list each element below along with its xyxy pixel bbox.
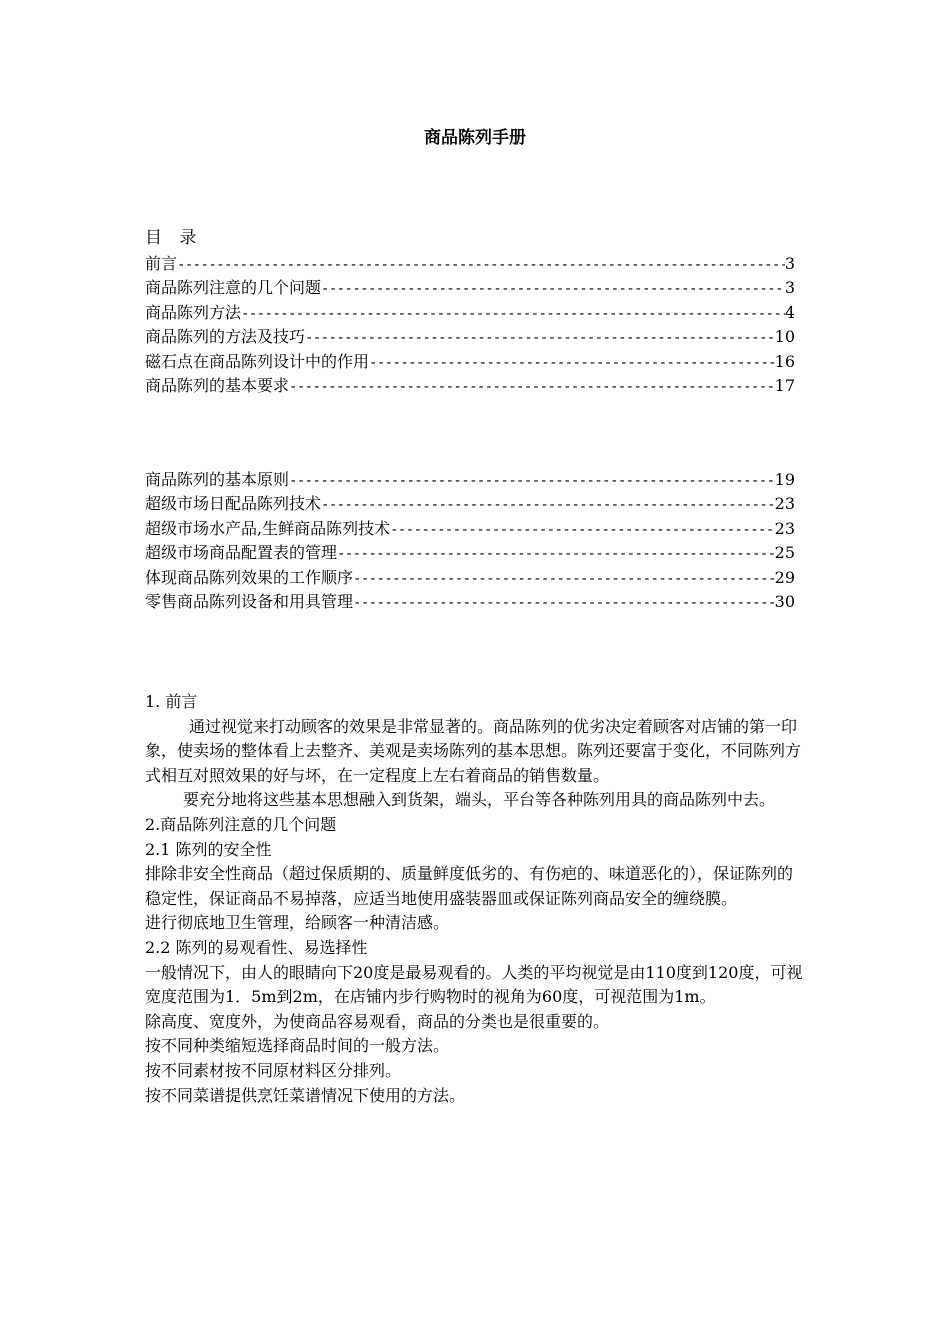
toc-entry-label: 商品陈列方法 <box>145 302 242 322</box>
toc-entry-page: 17 <box>774 375 795 395</box>
toc-entry-label: 体现商品陈列效果的工作顺序 <box>145 567 354 587</box>
toc-entry-page: 19 <box>774 470 795 489</box>
toc-entry[interactable] <box>145 252 795 276</box>
toc-entry-page: 29 <box>774 567 795 587</box>
toc-entry-page: 25 <box>774 543 795 563</box>
toc-entry-label: 商品陈列的方法及技巧 <box>145 327 306 347</box>
document-body <box>145 690 805 1108</box>
toc-entry-label: 前言 <box>145 254 178 273</box>
toc-leader <box>353 567 775 590</box>
toc-leader <box>177 253 785 276</box>
section-heading: 2.商品陈列注意的几个问题 <box>145 814 337 834</box>
toc-entry-page: 23 <box>774 494 795 514</box>
section-heading: 1. 前言 <box>145 692 198 711</box>
body-paragraph: 按不同种类缩短选择商品时间的一般方法。 <box>145 1036 450 1056</box>
toc-entry-label: 超级市场日配品陈列技术 <box>145 494 322 514</box>
body-paragraph: 除高度、宽度外，为使商品容易观看，商品的分类也是很重要的。 <box>145 1011 610 1031</box>
subsection-heading: 2.1 陈列的安全性 <box>145 839 272 859</box>
toc-entry[interactable] <box>145 350 795 374</box>
toc-entry-page: 4 <box>784 302 795 322</box>
toc-entry-label: 超级市场商品配置表的管理 <box>145 543 338 563</box>
toc-entry-page: 16 <box>774 351 795 371</box>
body-paragraph: 排除非安全性商品（超过保质期的、质量鲜度低劣的、有伤疤的、味道恶化的），保证陈列的稳定性，保证商品不易掉落，应适当地使用盛装器皿或保证陈列商品安全的缠绕膜。 <box>145 864 794 908</box>
toc-entry-label: 商品陈列的基本要求 <box>145 375 290 395</box>
toc-entry-label: 商品陈列注意的几个问题 <box>145 278 322 298</box>
toc-entry[interactable] <box>145 517 795 541</box>
toc-entry[interactable] <box>145 590 795 614</box>
toc-leader <box>305 326 775 349</box>
toc-entry-label: 零售商品陈列设备和用具管理 <box>145 591 354 611</box>
toc-entry[interactable] <box>145 374 795 398</box>
body-paragraph: 按不同素材按不同原材料区分排列。 <box>145 1060 402 1080</box>
subsection-heading: 2.2 陈列的易观看性、易选择性 <box>145 937 368 957</box>
toc-list-b <box>145 468 795 614</box>
toc-entry-label: 商品陈列的基本原则 <box>145 470 290 489</box>
toc-entry[interactable] <box>145 492 795 516</box>
toc-entry-page: 10 <box>774 327 795 347</box>
toc-heading: 目 录 <box>145 228 203 248</box>
toc-entry[interactable] <box>145 566 795 590</box>
toc-leader <box>289 469 775 492</box>
document-title: 商品陈列手册 <box>424 128 526 148</box>
body-paragraph: 要充分地将这些基本思想融入到货架，端头，平台等各种陈列用具的商品陈列中去。 <box>183 790 776 810</box>
body-paragraph: 通过视觉来打动顾客的效果是非常显著的。商品陈列的优劣决定着顾客对店铺的第一印象，使卖场的整体看上去整齐、美观是卖场陈列的基本思想。陈列还要富于变化，不同陈列方式相互对照效果的好与坏，在一定程度上左右着商品的销售数量。 <box>145 716 802 785</box>
toc-entry-label: 超级市场水产品,生鲜商品陈列技术 <box>145 518 391 538</box>
body-paragraph: 一般情况下，由人的眼睛向下20度是最易观看的。人类的平均视觉是由110度到120度，可视宽度范围为1．5m到2m，在店铺内步行购物时的视角为60度，可视范围为1m。 <box>145 962 803 1007</box>
toc-entry[interactable] <box>145 276 795 300</box>
toc-leader <box>353 591 775 614</box>
toc-entry[interactable] <box>145 541 795 565</box>
toc-entry-label: 磁石点在商品陈列设计中的作用 <box>145 351 370 371</box>
toc-leader <box>321 277 785 300</box>
body-paragraph: 进行彻底地卫生管理，给顾客一种清洁感。 <box>145 913 450 933</box>
toc-entry-page: 3 <box>784 278 795 298</box>
toc-leader <box>390 518 775 541</box>
toc-leader <box>241 302 785 325</box>
toc-leader <box>337 542 775 565</box>
toc-leader <box>369 351 775 374</box>
body-paragraph: 按不同菜谱提供烹饪菜谱情况下使用的方法。 <box>145 1085 466 1105</box>
toc-list-a <box>145 252 795 398</box>
toc-leader <box>321 493 775 516</box>
toc-entry-page: 23 <box>774 518 795 538</box>
toc-entry[interactable] <box>145 468 795 492</box>
toc-entry[interactable] <box>145 325 795 349</box>
toc-leader <box>289 375 775 398</box>
toc-entry-page: 30 <box>774 591 795 611</box>
toc-entry-page: 3 <box>784 254 795 273</box>
toc-entry[interactable] <box>145 301 795 325</box>
